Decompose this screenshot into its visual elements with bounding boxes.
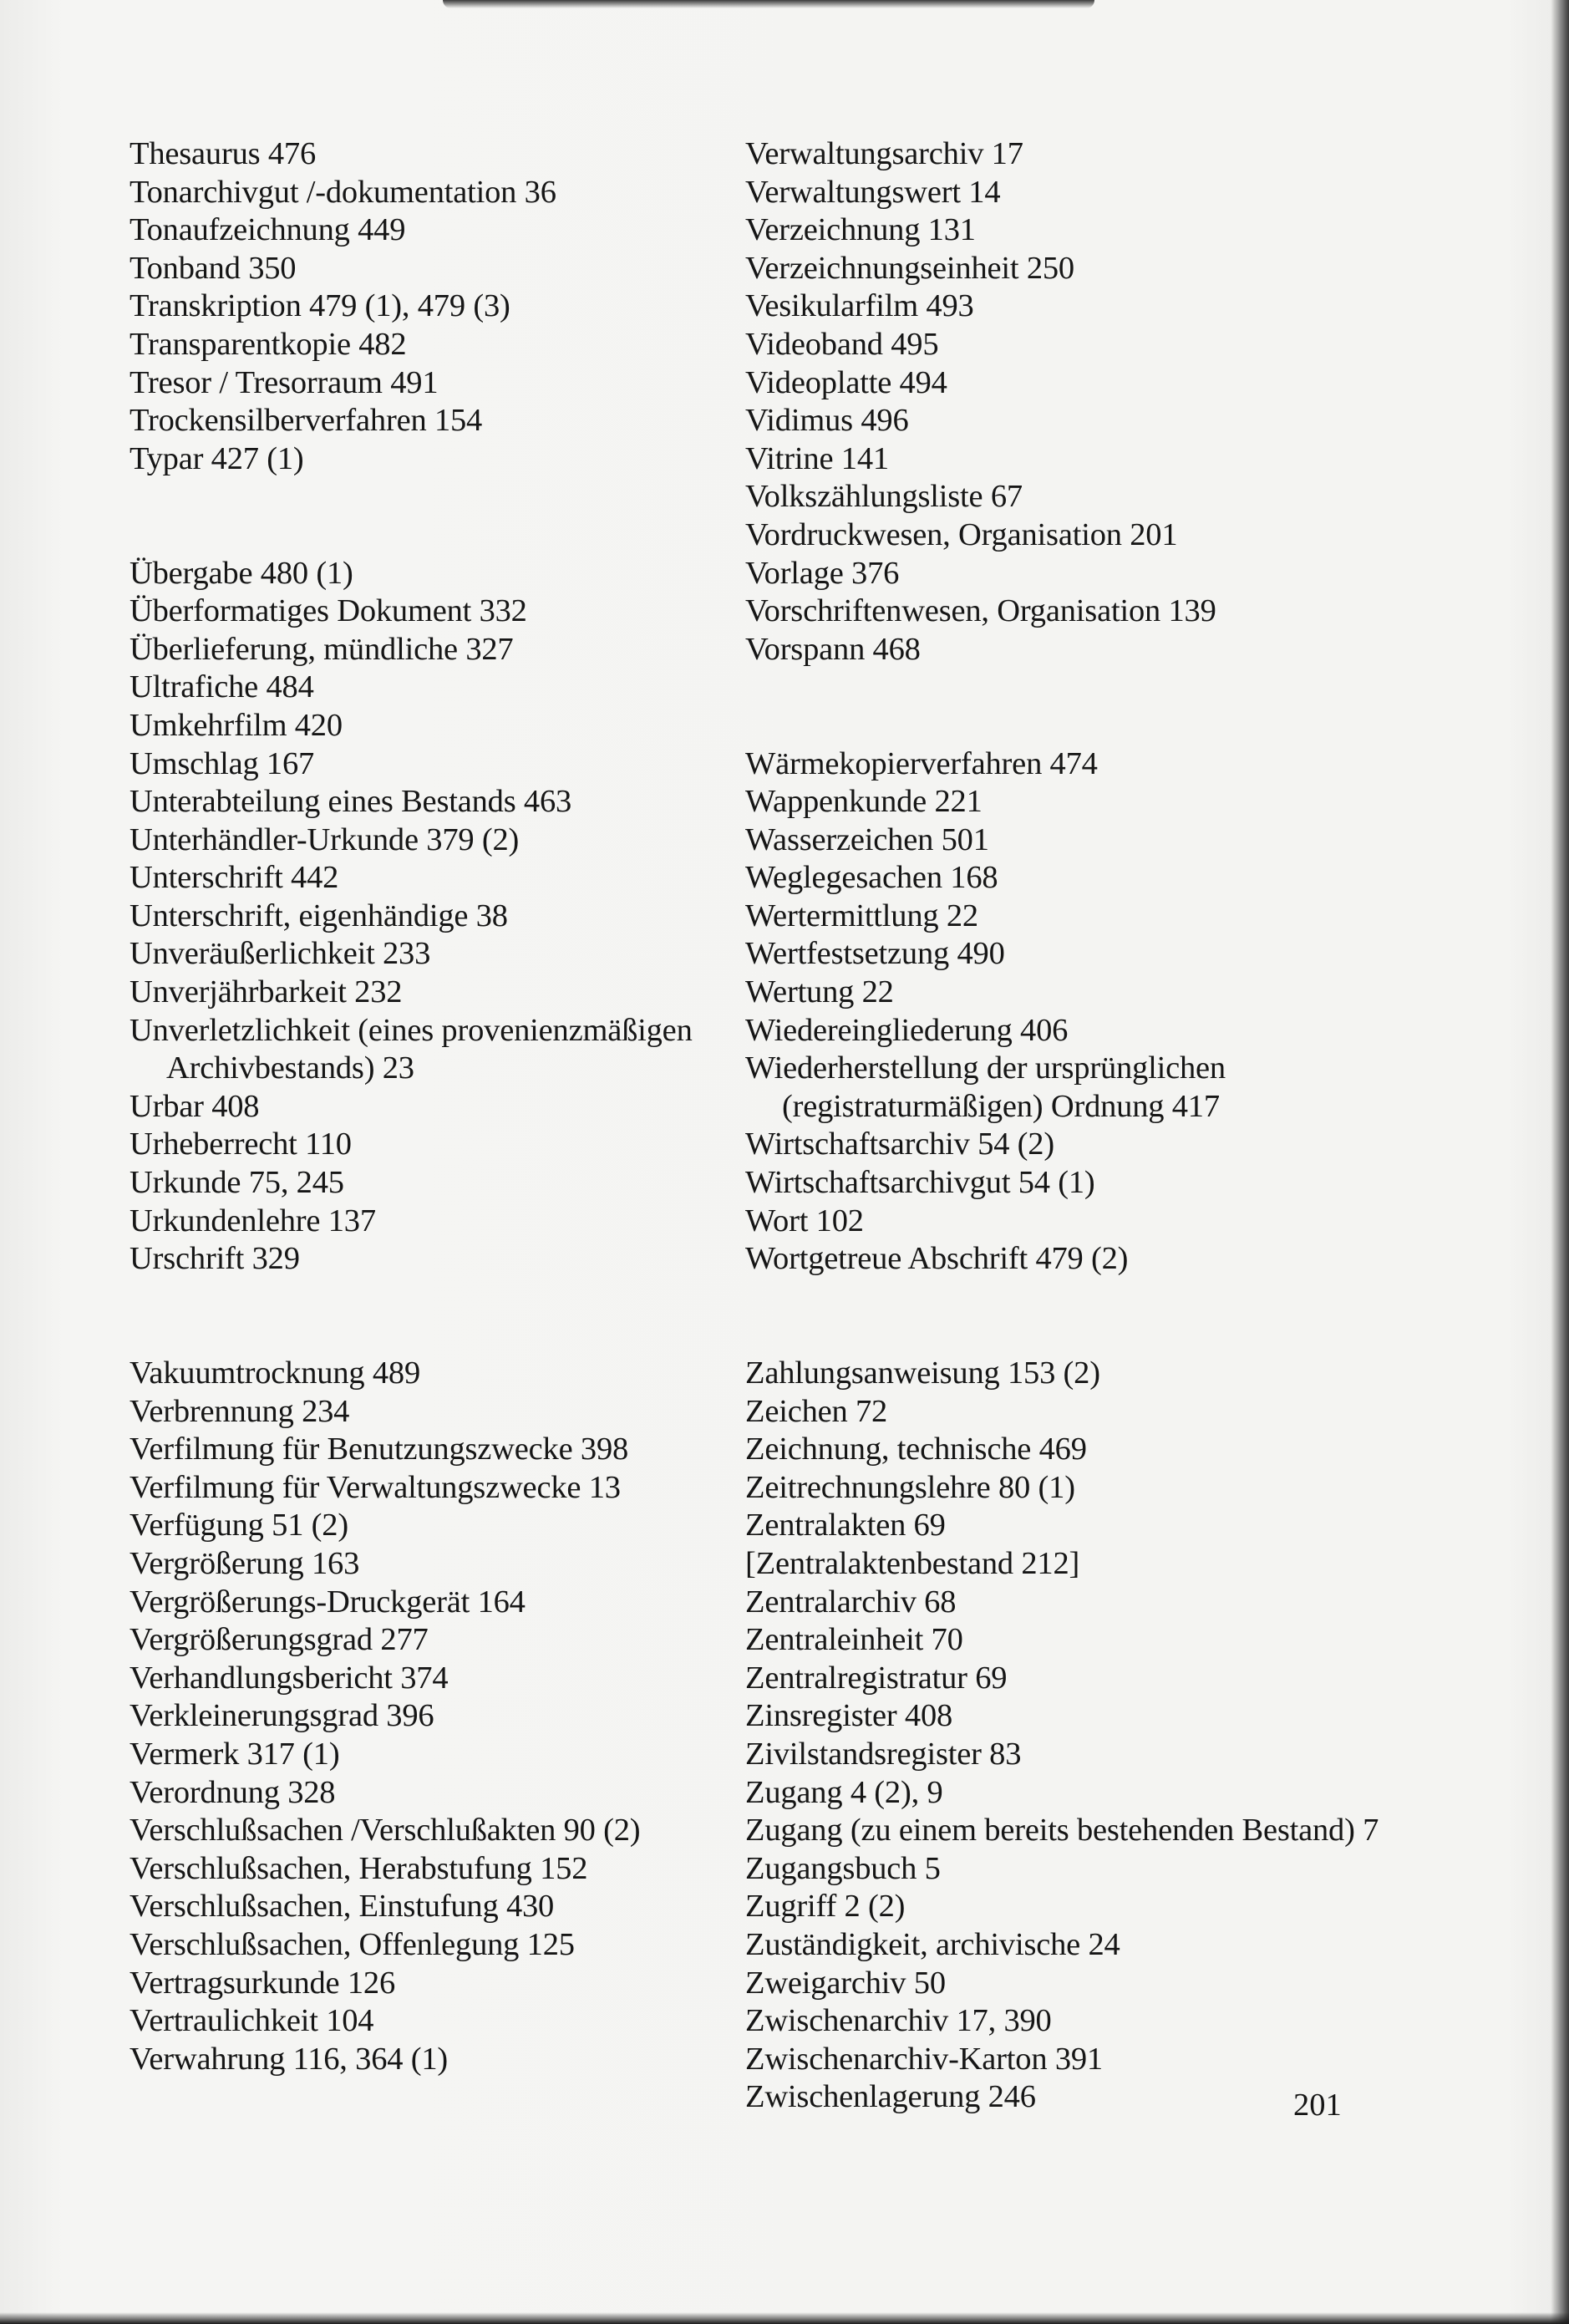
index-entry: Vidimus 496 xyxy=(745,403,909,439)
index-entry: Wärmekopierverfahren 474 xyxy=(745,745,1098,781)
index-entry: Verkleinerungsgrad 396 xyxy=(129,1698,434,1734)
index-entry: Tonband 350 xyxy=(129,250,297,286)
index-entry: Unterabteilung eines Bestands 463 xyxy=(129,784,572,820)
index-entry: Zugang 4 (2), 9 xyxy=(745,1774,943,1810)
index-entry: Überlieferung, mündliche 327 xyxy=(129,631,514,667)
index-entry: Typar 427 (1) xyxy=(129,440,304,476)
index-entry: Tonarchivgut /-dokumentation 36 xyxy=(129,174,556,210)
index-entry: Zweigarchiv 50 xyxy=(745,1965,946,2001)
index-entry: Unterhändler-Urkunde 379 (2) xyxy=(129,821,520,857)
index-entry: Vergrößerungsgrad 277 xyxy=(129,1622,429,1658)
index-entry: Unterschrift 442 xyxy=(129,860,339,896)
index-entry: Verzeichnung 131 xyxy=(745,212,976,248)
index-entry: Verschlußsachen, Einstufung 430 xyxy=(129,1889,555,1925)
index-entry: Vesikularfilm 493 xyxy=(745,288,974,324)
index-entry: Urschrift 329 xyxy=(129,1241,300,1277)
index-entry: Verschlußsachen /Verschlußakten 90 (2) xyxy=(129,1813,641,1849)
index-entry: Verwahrung 116, 364 (1) xyxy=(129,2041,449,2077)
page-edge-right xyxy=(1551,0,1569,2324)
index-group-u xyxy=(129,555,731,1279)
index-entry: Urkunde 75, 245 xyxy=(129,1165,344,1201)
index-entry: Verzeichnungseinheit 250 xyxy=(745,250,1074,286)
index-entry: Zivilstandsregister 83 xyxy=(745,1736,1022,1772)
index-entry: Vitrine 141 xyxy=(745,440,889,476)
index-entry: Transparentkopie 482 xyxy=(129,326,407,362)
index-entry: Verbrennung 234 xyxy=(129,1393,350,1429)
index-entry: Verfügung 51 (2) xyxy=(129,1508,348,1543)
index-column-right xyxy=(745,135,1380,2117)
index-entry: Verfilmung für Benutzungszwecke 398 xyxy=(129,1432,629,1467)
index-entry: Unterschrift, eigenhändige 38 xyxy=(129,898,508,933)
index-entry: Wirtschaftsarchivgut 54 (1) xyxy=(745,1165,1095,1201)
index-entry: Vertraulichkeit 104 xyxy=(129,2003,374,2039)
index-entry: Übergabe 480 (1) xyxy=(129,555,353,591)
index-group-z xyxy=(745,1355,1380,2117)
index-entry: Urheberrecht 110 xyxy=(129,1126,352,1162)
index-group-v-cont xyxy=(745,135,1380,669)
index-entry: Verhandlungsbericht 374 xyxy=(129,1660,449,1696)
index-entry: Wiedereingliederung 406 xyxy=(745,1012,1069,1048)
index-entry: Trockensilberverfahren 154 xyxy=(129,403,483,439)
index-entry: Unverjährbarkeit 232 xyxy=(129,974,403,1010)
index-entry: Urbar 408 xyxy=(129,1088,260,1124)
page-number: 201 xyxy=(1293,2088,1342,2123)
index-entry: Zugangsbuch 5 xyxy=(745,1850,941,1886)
index-entry: Zentraleinheit 70 xyxy=(745,1622,963,1658)
index-group-t xyxy=(129,135,731,478)
index-entry: Wappenkunde 221 xyxy=(745,784,983,820)
index-entry: Zugriff 2 (2) xyxy=(745,1889,906,1925)
index-entry: Vorspann 468 xyxy=(745,631,921,667)
index-entry: Verfilmung für Verwaltungszwecke 13 xyxy=(129,1469,621,1505)
index-entry: Vergrößerung 163 xyxy=(129,1545,360,1581)
index-entry: Zeitrechnungslehre 80 (1) xyxy=(745,1469,1075,1505)
index-entry: Wiederherstellung der ursprünglichen (registraturmäßigen) Ordnung 417 xyxy=(745,1050,1226,1124)
index-entry: Verwaltungswert 14 xyxy=(745,174,1001,210)
index-entry: Zinsregister 408 xyxy=(745,1698,953,1734)
group-spacer xyxy=(129,1279,731,1355)
index-entry: Videoband 495 xyxy=(745,326,939,362)
index-entry: Zentralarchiv 68 xyxy=(745,1584,957,1620)
index-entry: Zeichen 72 xyxy=(745,1393,888,1429)
index-entry: Unverletzlichkeit (eines provenienzmäßigen Archivbestands) 23 xyxy=(129,1012,693,1086)
index-entry: Weglegesachen 168 xyxy=(745,860,998,896)
index-group-v xyxy=(129,1355,731,2078)
index-entry: Zentralakten 69 xyxy=(745,1508,946,1543)
index-entry: Umkehrfilm 420 xyxy=(129,707,343,743)
index-entry: Wertermittlung 22 xyxy=(745,898,978,933)
index-entry: Umschlag 167 xyxy=(129,745,315,781)
index-entry: Zuständigkeit, archivische 24 xyxy=(745,1926,1120,1962)
index-entry: Zahlungsanweisung 153 (2) xyxy=(745,1355,1100,1391)
index-entry: Vermerk 317 (1) xyxy=(129,1736,340,1772)
index-entry: Thesaurus 476 xyxy=(129,136,317,171)
group-spacer xyxy=(745,669,1380,745)
index-entry: Vakuumtrocknung 489 xyxy=(129,1355,421,1391)
index-entry: Videoplatte 494 xyxy=(745,364,947,400)
index-entry: Unveräußerlichkeit 233 xyxy=(129,936,431,972)
index-entry: Verordnung 328 xyxy=(129,1774,336,1810)
index-entry: Zentralregistratur 69 xyxy=(745,1660,1008,1696)
index-entry: Wasserzeichen 501 xyxy=(745,821,989,857)
index-entry: Volkszählungsliste 67 xyxy=(745,479,1023,515)
group-spacer xyxy=(129,478,731,554)
index-entry: Vertragsurkunde 126 xyxy=(129,1965,396,2001)
index-entry: Wertfestsetzung 490 xyxy=(745,936,1005,972)
index-entry: Wortgetreue Abschrift 479 (2) xyxy=(745,1241,1129,1277)
index-entry: Überformatiges Dokument 332 xyxy=(129,593,527,629)
index-entry: Wirtschaftsarchiv 54 (2) xyxy=(745,1126,1054,1162)
index-entry: Zwischenarchiv 17, 390 xyxy=(745,2003,1052,2039)
index-entry: Zugang (zu einem bereits bestehenden Bestand) 7 xyxy=(745,1813,1379,1849)
index-entry: Urkundenlehre 137 xyxy=(129,1203,376,1238)
index-entry: Transkription 479 (1), 479 (3) xyxy=(129,288,510,324)
index-entry: Verwaltungsarchiv 17 xyxy=(745,136,1023,171)
index-entry: Wort 102 xyxy=(745,1203,864,1238)
index-group-w xyxy=(745,745,1380,1279)
index-entry: Zwischenarchiv-Karton 391 xyxy=(745,2041,1103,2077)
index-entry: Verschlußsachen, Herabstufung 152 xyxy=(129,1850,588,1886)
group-spacer xyxy=(745,1279,1380,1355)
index-entry: Tresor / Tresorraum 491 xyxy=(129,364,439,400)
index-entry: Vorlage 376 xyxy=(745,555,900,591)
page-edge-bottom xyxy=(0,2312,1569,2324)
index-entry: Ultrafiche 484 xyxy=(129,669,314,705)
index-entry: Zwischenlagerung 246 xyxy=(745,2079,1036,2115)
index-entry: Vorschriftenwesen, Organisation 139 xyxy=(745,593,1216,629)
index-entry: Zeichnung, technische 469 xyxy=(745,1432,1087,1467)
index-entry: Vergrößerungs-Druckgerät 164 xyxy=(129,1584,526,1620)
binding-shadow xyxy=(443,0,1094,8)
index-entry: Wertung 22 xyxy=(745,974,894,1010)
index-entry: [Zentralaktenbestand 212] xyxy=(745,1545,1080,1581)
index-entry: Verschlußsachen, Offenlegung 125 xyxy=(129,1926,575,1962)
index-entry: Vordruckwesen, Organisation 201 xyxy=(745,516,1178,552)
index-column-left xyxy=(129,135,731,2078)
index-entry: Tonaufzeichnung 449 xyxy=(129,212,406,248)
